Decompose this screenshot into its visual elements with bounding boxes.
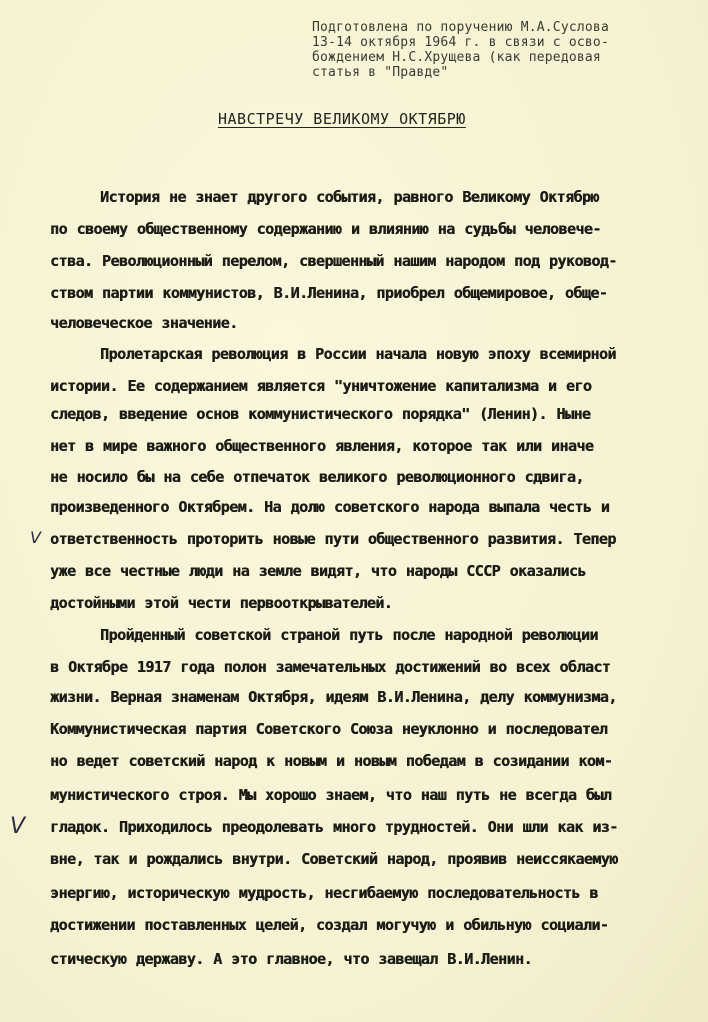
body-line: жизни. Верная знаменам Октября, идеям В.И.Ленина, делу коммунизма,	[50, 688, 617, 706]
document-title: НАВСТРЕЧУ ВЕЛИКОМУ ОКТЯБРЮ	[218, 110, 466, 128]
body-line: человеческое значение.	[50, 314, 238, 332]
body-line: ответственность проторить новые пути общественного развития. Тепер	[50, 530, 616, 548]
header-note-line: бождением Н.С.Хрущева (как передовая	[312, 50, 601, 65]
body-line: Пройденный советской страной путь после народной революции	[100, 626, 598, 644]
body-line: достижении поставленных целей, создал могучую и обильную социали-	[50, 916, 609, 934]
margin-check-mark: V	[10, 814, 26, 839]
body-line: но ведет советский народ к новым и новым победам в созидании ком-	[50, 752, 613, 770]
body-line: ством партии коммунистов, В.И.Ленина, приобрел общемировое, обще-	[50, 284, 608, 302]
body-line: истории. Ее содержанием является "уничтожение капитализма и его	[50, 377, 592, 395]
body-line: произведенного Октябрем. На долю советского народа выпала честь и	[50, 498, 610, 516]
header-note	[312, 20, 702, 80]
body-line: стическую державу. А это главное, что завещал В.И.Ленин.	[50, 950, 532, 968]
body-line: достойными этой чести первооткрывателей.	[50, 594, 393, 612]
body-line: энергию, историческую мудрость, несгибаемую последовательность в	[50, 884, 598, 902]
body-line: История не знает другого события, равного Великому Октябрю	[100, 188, 599, 206]
header-note-line: Подготовлена по поручению М.А.Суслова	[312, 20, 609, 35]
body-line: по своему общественному содержанию и влиянию на судьбы человече-	[50, 220, 601, 238]
body-line: нет в мире важного общественного явления, которое так или иначе	[50, 437, 594, 455]
body-line: уже все честные люди на земле видят, что народы СССР оказались	[50, 562, 586, 580]
body-line: гладок. Приходилось преодолевать много трудностей. Они шли как из-	[50, 818, 618, 836]
body-line: в Октябре 1917 года полон замечательных достижений во всех област	[50, 658, 611, 676]
body-line: Пролетарская революция в России начала новую эпоху всемирной	[100, 345, 616, 363]
header-note-line: статья в "Правде"	[312, 65, 449, 80]
body-line: вне, так и рождались внутри. Советский народ, проявив неиссякаемую	[50, 850, 618, 868]
body-line: не носило бы на себе отпечаток великого революционного сдвига,	[50, 468, 584, 486]
body-line: ства. Революционный перелом, свершенный нашим народом под руковод-	[50, 252, 617, 270]
body-line: следов, введение основ коммунистического порядка" (Ленин). Ныне	[50, 405, 591, 423]
body-line: Коммунистическая партия Советского Союза неуклонно и последовател	[50, 720, 608, 738]
margin-check-mark: V	[30, 528, 41, 547]
body-line: мунистического строя. Мы хорошо знаем, что наш путь не всегда был	[50, 786, 612, 804]
header-note-line: 13-14 октября 1964 г. в связи с осво-	[312, 35, 609, 50]
